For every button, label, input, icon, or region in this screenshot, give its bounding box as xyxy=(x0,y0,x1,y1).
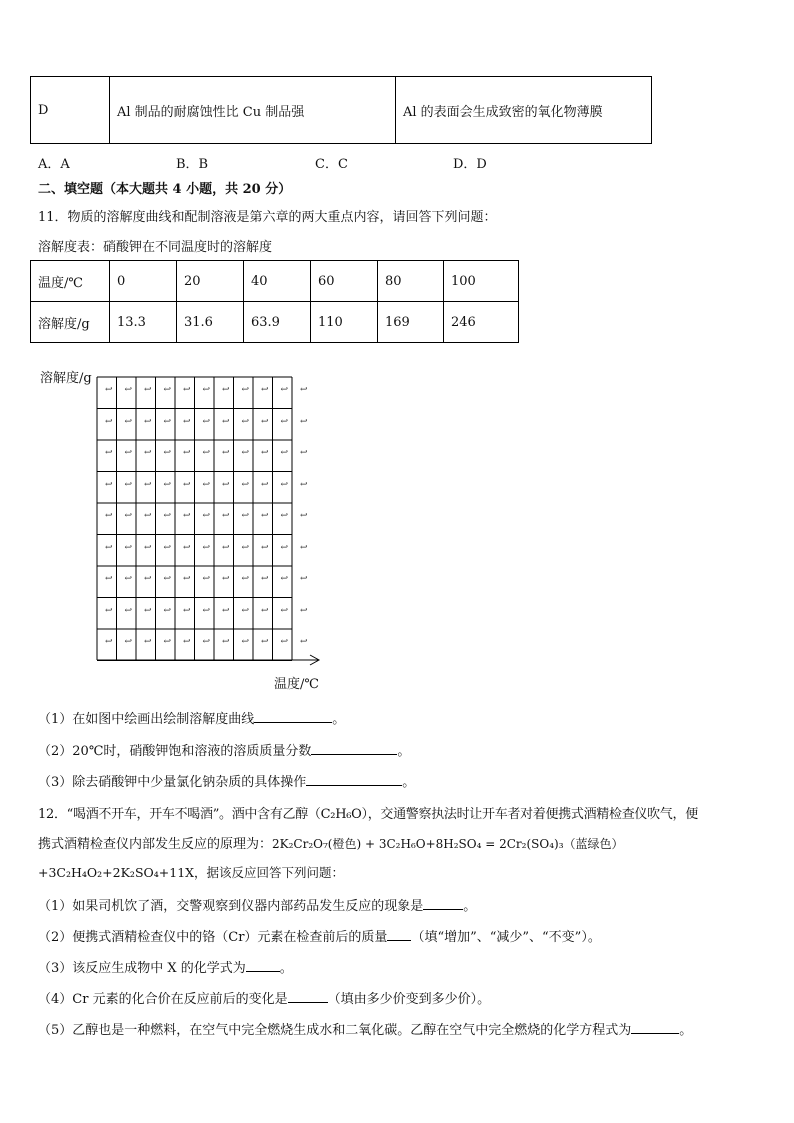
cell-return-mark: ↩ xyxy=(241,416,250,427)
cell-return-mark: ↩ xyxy=(280,511,289,521)
cell-return-mark: ↩ xyxy=(124,416,133,427)
cell-return-mark: ↩ xyxy=(183,637,191,647)
q11-sub1: （1）在如图中绘画出绘制溶解度曲线 。 xyxy=(38,712,346,727)
q12-line1: 12．“喝酒不开车，开车不喝酒”。酒中含有乙醇（C₂H₆O），交通警察执法时让开车者对着便携式酒精检查仪吹气，便 xyxy=(38,807,698,822)
cell-return-mark: ↩ xyxy=(280,416,289,427)
temp-cell: 40 xyxy=(244,261,311,302)
cell-return-mark: ↩ xyxy=(241,542,250,553)
solubility-cell: 63.9 xyxy=(244,302,311,343)
answer-blank[interactable] xyxy=(387,928,411,941)
cell-return-mark: ↩ xyxy=(163,511,172,521)
cell-return-mark: ↩ xyxy=(222,448,230,458)
cell-return-mark: ↩ xyxy=(163,637,172,647)
cell-return-mark: ↩ xyxy=(241,605,250,616)
answer-blank[interactable] xyxy=(288,990,328,1003)
cell-return-mark: ↩ xyxy=(124,542,133,553)
cell-return-mark: ↩ xyxy=(163,605,172,616)
cell-return-mark: ↩ xyxy=(222,416,230,427)
cell-return-mark: ↩ xyxy=(261,448,269,458)
option-b: B．B xyxy=(176,157,209,172)
option-a: A．A xyxy=(38,157,70,172)
cell-return-mark: ↩ xyxy=(261,479,269,490)
cell-return-mark: ↩ xyxy=(124,574,133,584)
answer-blank[interactable] xyxy=(631,1021,679,1034)
cell-return-mark: ↩ xyxy=(144,448,152,458)
cell-return-mark: ↩ xyxy=(124,605,133,616)
solubility-cell: 31.6 xyxy=(177,302,244,343)
answer-blank[interactable] xyxy=(306,773,402,786)
cell-return-mark: ↩ xyxy=(144,479,152,490)
cell-return-mark: ↩ xyxy=(300,637,308,647)
cell-return-mark: ↩ xyxy=(144,511,152,521)
cell-return-mark: ↩ xyxy=(124,479,133,490)
cell-return-mark: ↩ xyxy=(300,605,308,616)
reason-cell: Al 的表面会生成致密的氧化物薄膜 xyxy=(396,77,652,144)
cell-return-mark: ↩ xyxy=(202,416,211,427)
header-cell: 温度/℃ xyxy=(31,261,110,302)
cell-return-mark: ↩ xyxy=(241,479,250,490)
cell-return-mark: ↩ xyxy=(183,605,191,616)
cell-return-mark: ↩ xyxy=(300,416,308,427)
cell-return-mark: ↩ xyxy=(163,448,172,458)
cell-return-mark: ↩ xyxy=(144,385,152,395)
cell-return-mark: ↩ xyxy=(202,605,211,616)
answer-blank[interactable] xyxy=(423,897,463,910)
cell-return-mark: ↩ xyxy=(222,479,230,490)
answer-blank[interactable] xyxy=(246,959,280,972)
cell-return-mark: ↩ xyxy=(163,385,172,395)
cell-return-mark: ↩ xyxy=(241,637,250,647)
cell-return-mark: ↩ xyxy=(222,574,230,584)
temp-cell: 20 xyxy=(177,261,244,302)
cell-return-mark: ↩ xyxy=(280,542,289,553)
q12-sub3: （3）该反应生成物中 X 的化学式为 。 xyxy=(38,961,293,976)
cell-return-mark: ↩ xyxy=(105,385,113,395)
temp-cell: 100 xyxy=(444,261,519,302)
cell-return-mark: ↩ xyxy=(280,385,289,395)
cell-return-mark: ↩ xyxy=(280,448,289,458)
option-cell: D xyxy=(31,77,110,144)
cell-return-mark: ↩ xyxy=(144,542,152,553)
cell-return-mark: ↩ xyxy=(300,385,308,395)
table-row xyxy=(31,261,519,302)
cell-return-mark: ↩ xyxy=(202,574,211,584)
cell-return-mark: ↩ xyxy=(261,542,269,553)
cell-return-mark: ↩ xyxy=(163,479,172,490)
option-c: C．C xyxy=(315,157,348,172)
cell-return-mark: ↩ xyxy=(105,542,113,553)
cell-return-mark: ↩ xyxy=(163,542,172,553)
cell-return-mark: ↩ xyxy=(183,448,191,458)
cell-return-mark: ↩ xyxy=(202,479,211,490)
solubility-cell: 13.3 xyxy=(110,302,177,343)
cell-return-mark: ↩ xyxy=(300,479,308,490)
solubility-cell: 110 xyxy=(311,302,378,343)
cell-return-mark: ↩ xyxy=(261,416,269,427)
graph-y-label: 溶解度/g xyxy=(40,371,92,386)
q11-sub3: （3）除去硝酸钾中少量氯化钠杂质的具体操作 。 xyxy=(38,775,416,790)
cell-return-mark: ↩ xyxy=(105,416,113,427)
cell-return-mark: ↩ xyxy=(241,574,250,584)
cell-return-mark: ↩ xyxy=(124,385,133,395)
top-answer-table xyxy=(30,76,652,144)
cell-return-mark: ↩ xyxy=(105,448,113,458)
cell-return-mark: ↩ xyxy=(124,511,133,521)
cell-return-mark: ↩ xyxy=(183,542,191,553)
answer-blank[interactable] xyxy=(311,742,397,755)
cell-return-mark: ↩ xyxy=(183,416,191,427)
cell-return-mark: ↩ xyxy=(280,637,289,647)
cell-return-mark: ↩ xyxy=(222,511,230,521)
cell-return-mark: ↩ xyxy=(105,479,113,490)
solubility-cell: 246 xyxy=(444,302,519,343)
graph-x-label: 温度/℃ xyxy=(274,677,319,692)
cell-return-mark: ↩ xyxy=(222,637,230,647)
cell-return-mark: ↩ xyxy=(300,574,308,584)
cell-return-mark: ↩ xyxy=(261,385,269,395)
cell-return-mark: ↩ xyxy=(261,605,269,616)
cell-return-mark: ↩ xyxy=(222,542,230,553)
q12-line2: 携式酒精检查仪内部发生反应的原理为：2K₂Cr₂O₇(橙色) + 3C₂H₆O+8H₂SO₄ = 2Cr₂(SO₄)₃（蓝绿色） xyxy=(38,837,624,852)
cell-return-mark: ↩ xyxy=(241,385,250,395)
cell-return-mark: ↩ xyxy=(163,416,172,427)
cell-return-mark: ↩ xyxy=(300,448,308,458)
cell-return-mark: ↩ xyxy=(183,574,191,584)
q12-sub4: （4）Cr 元素的化合价在反应前后的变化是 （填由多少价变到多少价）。 xyxy=(38,992,491,1007)
cell-return-mark: ↩ xyxy=(202,385,211,395)
cell-return-mark: ↩ xyxy=(261,574,269,584)
q12-sub1: （1）如果司机饮了酒，交警观察到仪器内部药品发生反应的现象是 。 xyxy=(38,899,477,914)
cell-return-mark: ↩ xyxy=(222,385,230,395)
cell-return-mark: ↩ xyxy=(241,511,250,521)
temp-cell: 0 xyxy=(110,261,177,302)
cell-return-mark: ↩ xyxy=(280,574,289,584)
table-row xyxy=(31,302,519,343)
q11-sub2: （2）20℃时，硝酸钾饱和溶液的溶质质量分数 。 xyxy=(38,744,411,759)
q11-intro: 11．物质的溶解度曲线和配制溶液是第六章的两大重点内容，请回答下列问题： xyxy=(38,210,497,225)
q12-sub5: （5）乙醇也是一种燃料，在空气中完全燃烧生成水和二氧化碳。乙醇在空气中完全燃烧的化学方程式为 。 xyxy=(38,1023,693,1038)
cell-return-mark: ↩ xyxy=(105,605,113,616)
cell-return-mark: ↩ xyxy=(124,448,133,458)
cell-return-mark: ↩ xyxy=(202,637,211,647)
q12-line3: +3C₂H₄O₂+2K₂SO₄+11X，据该反应回答下列问题： xyxy=(38,865,345,880)
cell-return-mark: ↩ xyxy=(144,605,152,616)
cell-return-mark: ↩ xyxy=(202,542,211,553)
header-cell: 溶解度/g xyxy=(31,302,110,343)
cell-return-mark: ↩ xyxy=(183,479,191,490)
statement-cell: Al 制品的耐腐蚀性比 Cu 制品强 xyxy=(110,77,396,144)
cell-return-mark: ↩ xyxy=(261,511,269,521)
cell-return-mark: ↩ xyxy=(280,479,289,490)
cell-return-mark: ↩ xyxy=(105,574,113,584)
cell-return-mark: ↩ xyxy=(124,637,133,647)
cell-return-mark: ↩ xyxy=(105,637,113,647)
answer-blank[interactable] xyxy=(254,710,332,723)
temp-cell: 60 xyxy=(311,261,378,302)
option-d: D．D xyxy=(453,157,487,172)
cell-return-mark: ↩ xyxy=(280,605,289,616)
cell-return-mark: ↩ xyxy=(183,511,191,521)
temp-cell: 80 xyxy=(378,261,444,302)
table-row xyxy=(31,77,652,144)
cell-return-mark: ↩ xyxy=(241,448,250,458)
cell-return-mark: ↩ xyxy=(144,416,152,427)
cell-return-mark: ↩ xyxy=(300,542,308,553)
q12-sub2: （2）便携式酒精检查仪中的铬（Cr）元素在检查前后的质量 （填“增加”、“减少”、“不变”）。 xyxy=(38,930,601,945)
cell-return-mark: ↩ xyxy=(163,574,172,584)
cell-return-mark: ↩ xyxy=(202,511,211,521)
q11-table-caption: 溶解度表：硝酸钾在不同温度时的溶解度 xyxy=(38,240,273,255)
section-heading: 二、填空题（本大题共 4 小题，共 20 分） xyxy=(38,182,292,197)
cell-return-mark: ↩ xyxy=(144,574,152,584)
cell-return-mark: ↩ xyxy=(183,385,191,395)
cell-return-mark: ↩ xyxy=(222,605,230,616)
cell-return-mark: ↩ xyxy=(144,637,152,647)
cell-return-mark: ↩ xyxy=(300,511,308,521)
cell-return-mark: ↩ xyxy=(105,511,113,521)
cell-return-mark: ↩ xyxy=(202,448,211,458)
cell-return-mark: ↩ xyxy=(261,637,269,647)
solubility-cell: 169 xyxy=(378,302,444,343)
solubility-table xyxy=(30,260,519,343)
